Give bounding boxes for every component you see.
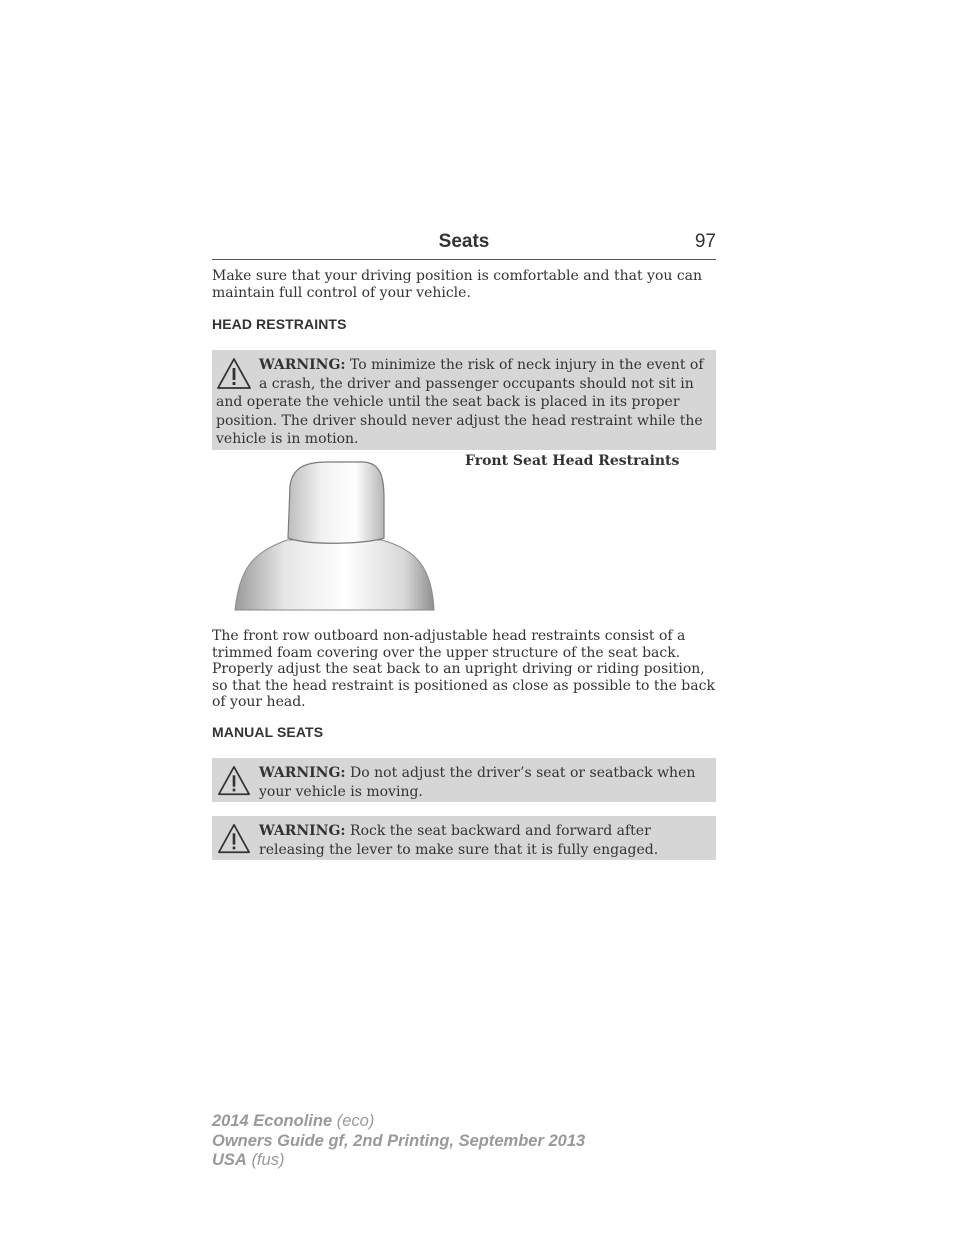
footer-line-3 (212, 1151, 585, 1171)
head-restraints-description: The front row outboard non-adjustable head restraints consist of a trimmed foam covering over the upper structure of the seat back. Properly adjust the seat back to an upright driving or riding position, so that the head restraint is positioned as close as possible to the back of your head. (212, 628, 715, 710)
warning-triangle-icon (216, 356, 252, 392)
warning-label: WARNING: (259, 357, 346, 373)
footer-market-code: (fus) (251, 1151, 285, 1169)
footer-line-1 (212, 1112, 585, 1132)
manual-seat-warning-2 (212, 816, 716, 860)
manual-seat-warning-1 (212, 758, 716, 802)
warning-text: Rock the seat backward and forward after releasing the lever to make sure that it is fully engaged. (259, 823, 659, 858)
footer-market: USA (212, 1151, 247, 1169)
warning-triangle-icon (216, 764, 252, 798)
figure-caption: Front Seat Head Restraints (465, 453, 680, 469)
section-title: Seats (438, 231, 490, 252)
page-number: 97 (694, 231, 716, 252)
footer-edition: Owners Guide gf, 2nd Printing, September 2013 (212, 1131, 586, 1150)
intro-paragraph: Make sure that your driving position is comfortable and that you can maintain full control of your vehicle. (212, 268, 703, 301)
manual-seats-heading: MANUAL SEATS (212, 724, 324, 740)
footer-line-2 (212, 1132, 585, 1152)
warning-label: WARNING: (259, 823, 346, 839)
warning-text: To minimize the risk of neck injury in the event of a crash, the driver and passenger occupants should not sit in and operate the vehicle until the seat back is placed in its proper position. The driver should never adjust the head restraint while the vehicle is in motion. (216, 357, 704, 448)
head-restraints-heading: HEAD RESTRAINTS (212, 316, 347, 332)
head-restraint-illustration (232, 458, 437, 612)
warning-text: Do not adjust the driver’s seat or seatback when your vehicle is moving. (259, 765, 696, 800)
warning-label: WARNING: (259, 765, 346, 781)
footer-model-code: (eco) (336, 1112, 375, 1130)
head-restraint-warning (212, 350, 716, 450)
footer (212, 1112, 585, 1171)
warning-triangle-icon (216, 822, 252, 856)
footer-model: 2014 Econoline (212, 1112, 333, 1130)
page-header (212, 229, 716, 260)
